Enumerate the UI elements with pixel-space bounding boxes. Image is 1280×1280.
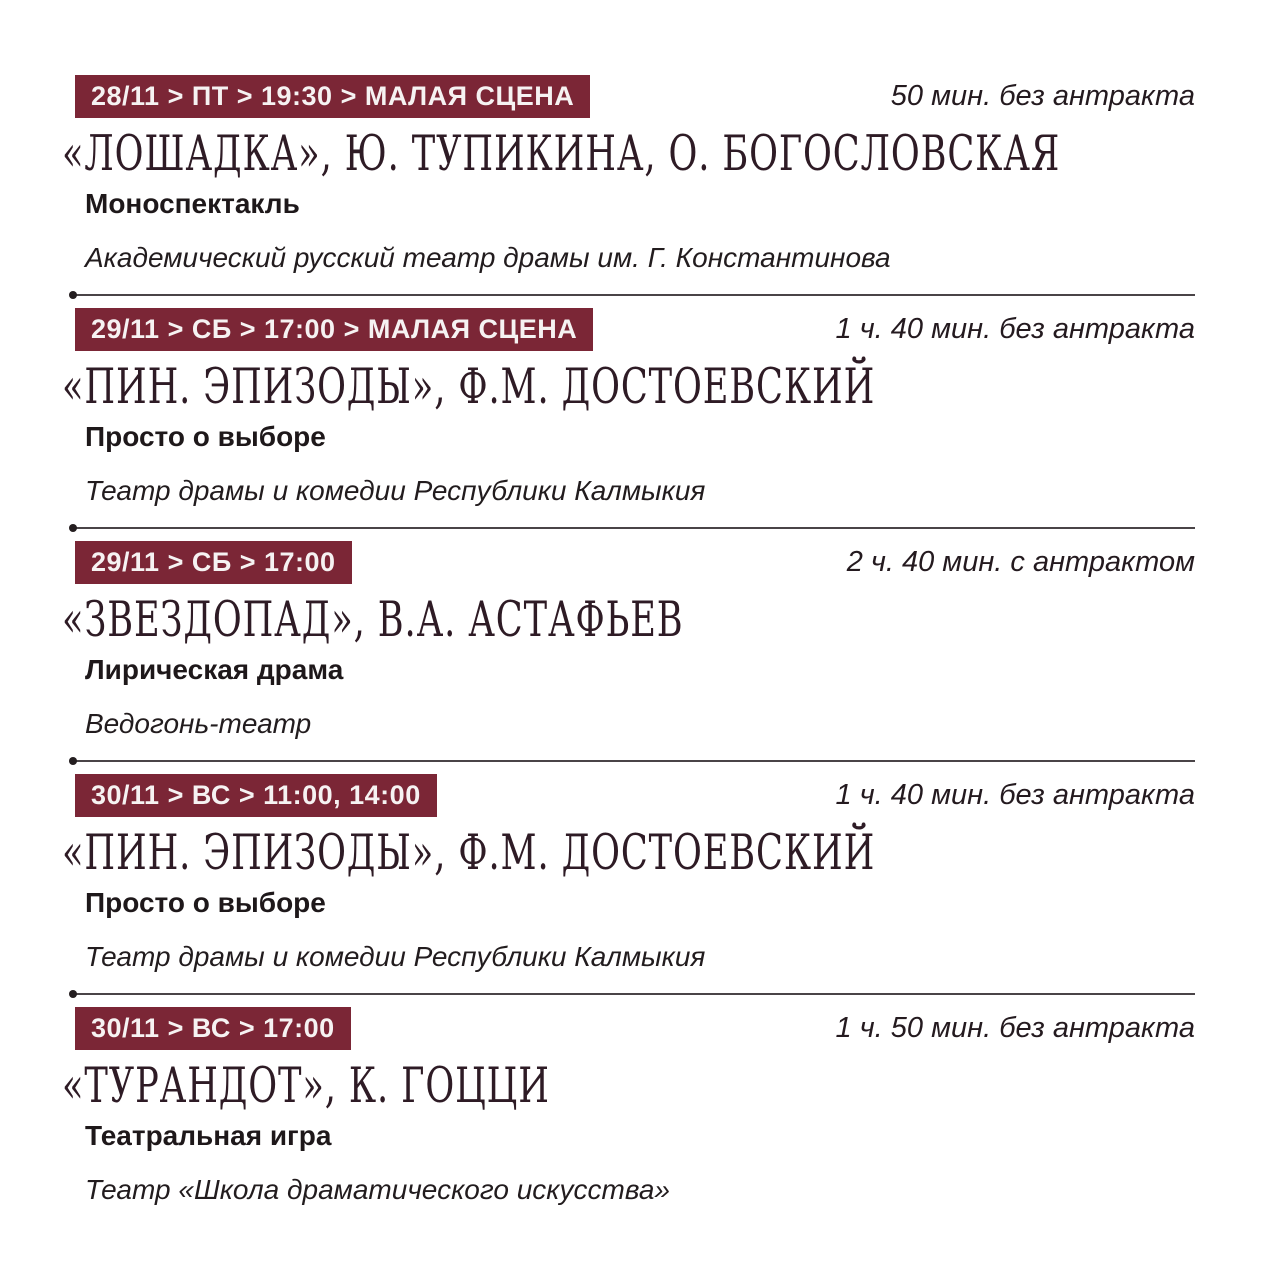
event-header (75, 774, 1195, 817)
event-theater: Театр драмы и комедии Республики Калмыкия (85, 475, 706, 506)
event-duration: 50 мин. без антракта (890, 80, 1195, 112)
event-title (62, 126, 1195, 183)
event-datetime-badge: 30/11 > ВС > 11:00, 14:00 (75, 774, 437, 817)
event-datetime-badge: 30/11 > ВС > 17:00 (75, 1007, 351, 1050)
event-header (75, 1007, 1195, 1050)
event-duration: 1 ч. 50 мин. без антракта (835, 1012, 1195, 1044)
event-block (62, 774, 1195, 995)
event-title (62, 359, 1195, 416)
event-title-text: «ЛОШАДКА», Ю. ТУПИКИНА, О. БОГОСЛОВСКАЯ (62, 126, 1061, 183)
event-title (62, 825, 1195, 882)
event-theater: Театр «Школа драматического искусства» (85, 1174, 670, 1205)
event-datetime-badge: 29/11 > СБ > 17:00 (75, 541, 352, 584)
event-block (62, 1007, 1195, 1206)
event-block (62, 541, 1195, 762)
event-header (75, 308, 1195, 351)
event-genre: Театральная игра (85, 1120, 332, 1151)
separator-line (70, 760, 1195, 762)
event-theater: Ведогонь-театр (85, 708, 312, 739)
event-theater: Академический русский театр драмы им. Г. Константинова (85, 242, 891, 273)
event-theater: Театр драмы и комедии Республики Калмыкия (85, 941, 706, 972)
event-title (62, 1058, 1195, 1115)
event-title (62, 592, 1195, 649)
event-title-text: «ТУРАНДОТ», К. ГОЦЦИ (62, 1058, 550, 1115)
event-duration: 2 ч. 40 мин. с антрактом (846, 546, 1195, 578)
event-title-text: «ПИН. ЭПИЗОДЫ», Ф.М. ДОСТОЕВСКИЙ (62, 825, 876, 882)
event-duration: 1 ч. 40 мин. без антракта (835, 313, 1195, 345)
event-datetime-badge: 29/11 > СБ > 17:00 > МАЛАЯ СЦЕНА (75, 308, 593, 351)
event-genre: Просто о выборе (85, 887, 326, 918)
event-genre: Моноспектакль (85, 188, 300, 219)
event-genre: Просто о выборе (85, 421, 326, 452)
event-title-text: «ПИН. ЭПИЗОДЫ», Ф.М. ДОСТОЕВСКИЙ (62, 359, 876, 416)
event-datetime-badge: 28/11 > ПТ > 19:30 > МАЛАЯ СЦЕНА (75, 75, 590, 118)
event-header (75, 541, 1195, 584)
separator-line (70, 294, 1195, 296)
event-header (75, 75, 1195, 118)
event-block (62, 308, 1195, 529)
event-genre: Лирическая драма (85, 654, 344, 685)
event-title-text: «ЗВЕЗДОПАД», В.А. АСТАФЬЕВ (62, 592, 684, 649)
event-block (62, 75, 1195, 296)
event-duration: 1 ч. 40 мин. без антракта (835, 779, 1195, 811)
separator-line (70, 993, 1195, 995)
separator-line (70, 527, 1195, 529)
